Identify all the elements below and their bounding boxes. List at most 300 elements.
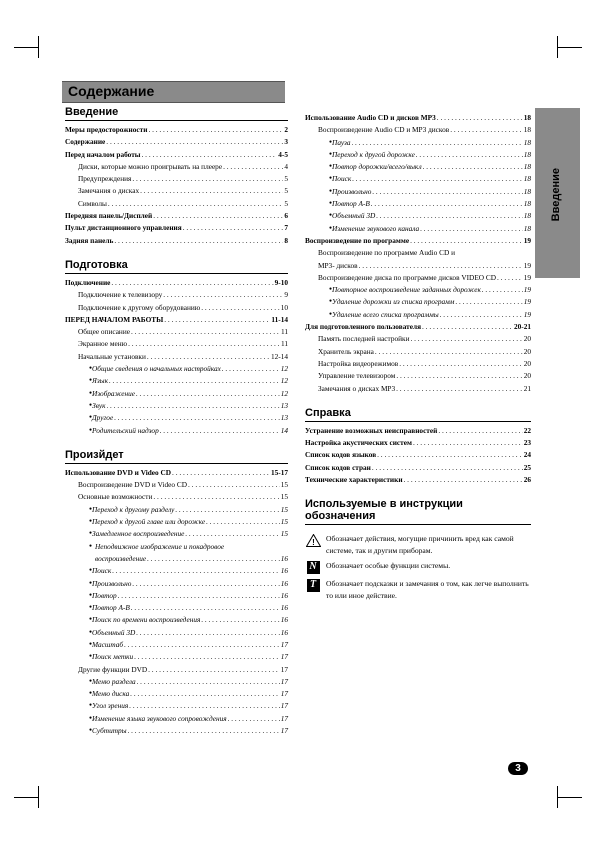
section-gap	[65, 247, 288, 259]
dot-leader	[185, 528, 279, 540]
toc-entry[interactable]	[65, 725, 288, 737]
bullet-icon: ●	[329, 151, 333, 157]
dot-leader	[482, 284, 523, 296]
toc-entry[interactable]	[65, 541, 288, 553]
toc-entry-page: 20	[523, 358, 531, 368]
toc-entry-title: Другие функции DVD	[78, 664, 148, 674]
bullet-icon: ●	[89, 427, 93, 433]
toc-entry-page: 13	[280, 400, 288, 410]
bullet-icon: ●	[89, 415, 93, 421]
toc-entry[interactable]	[65, 161, 288, 173]
dot-leader	[423, 161, 523, 173]
toc-entry-title: Подключение к другому оборудованию	[78, 302, 201, 312]
toc-entry-page: 16	[280, 578, 288, 588]
toc-entry[interactable]	[65, 614, 288, 626]
toc-entry-page: 13	[280, 413, 288, 423]
crop-mark	[558, 47, 582, 48]
bullet-icon: ●	[89, 568, 93, 574]
toc-entry[interactable]	[305, 161, 531, 173]
dot-leader	[222, 363, 280, 375]
dot-leader	[107, 400, 280, 412]
toc-entry[interactable]	[65, 149, 288, 161]
tip-t-icon: T	[307, 579, 320, 592]
dot-leader	[372, 186, 522, 198]
crop-mark	[14, 797, 38, 798]
toc-entry[interactable]	[65, 467, 288, 479]
dot-leader	[106, 136, 283, 148]
toc-entry[interactable]	[65, 565, 288, 577]
bullet-icon: ●	[329, 311, 333, 317]
dot-leader	[437, 112, 523, 124]
toc-entry[interactable]	[65, 173, 288, 185]
toc-entry-page: 10	[280, 302, 288, 312]
toc-entry-page: 15-17	[270, 467, 288, 477]
crop-mark	[38, 786, 39, 808]
toc-entry[interactable]	[65, 210, 288, 222]
dot-leader	[130, 688, 279, 700]
toc-entry-title: Масштаб	[92, 639, 124, 649]
toc-entry-page: 19	[523, 272, 531, 282]
dot-leader	[450, 124, 523, 136]
toc-entry-page: 14	[280, 425, 288, 435]
toc-section-heading: Введение	[65, 106, 288, 121]
toc-entry-title: Изображение	[92, 388, 136, 398]
toc-entry-page: 17	[280, 676, 288, 686]
toc-entry-title: воспроизведение	[95, 553, 147, 563]
dot-leader	[175, 504, 279, 516]
dot-leader	[131, 602, 280, 614]
dot-leader	[148, 664, 280, 676]
toc-entry-page: 15	[280, 517, 288, 527]
toc-entry-title: Удаление дорожки из списка программ	[332, 297, 455, 307]
toc-entry-page: 18	[523, 211, 531, 221]
toc-entry[interactable]	[65, 713, 288, 725]
toc-entry[interactable]	[65, 136, 288, 148]
dot-leader	[223, 161, 283, 173]
toc-entry-page: 26	[523, 475, 531, 485]
toc-entry-title: Повтор	[92, 590, 117, 600]
toc-entry-page: 16	[280, 627, 288, 637]
toc-section-heading: Подготовка	[65, 259, 288, 274]
dot-leader	[228, 713, 280, 725]
toc-entry-title: Экранное меню	[78, 339, 128, 349]
dot-leader	[416, 149, 523, 161]
toc-entry-page: 22	[523, 425, 531, 435]
dot-leader	[132, 578, 279, 590]
toc-entry-title: Хранитель экрана	[318, 346, 374, 356]
toc-entry-page: 15	[280, 529, 288, 539]
toc-entry[interactable]	[305, 112, 531, 124]
toc-entry-page: 16	[280, 553, 288, 563]
toc-entry[interactable]	[65, 375, 288, 387]
dot-leader	[114, 412, 280, 424]
toc-entry[interactable]	[305, 186, 531, 198]
toc-entry-title: Повторное воспроизведение заданных дорожек	[332, 285, 481, 295]
toc-entry[interactable]	[305, 321, 531, 333]
symbols-heading: Используемые в инструкции обозначения	[305, 498, 531, 525]
dot-leader	[172, 467, 270, 479]
dot-leader	[136, 388, 280, 400]
dot-leader	[140, 185, 283, 197]
toc-entry-page: 18	[523, 199, 531, 209]
toc-entry[interactable]	[305, 462, 531, 474]
dot-leader	[148, 124, 283, 136]
dot-leader	[111, 277, 273, 289]
symbols-legend	[305, 498, 531, 605]
bullet-icon: ●	[329, 299, 333, 305]
dot-leader	[137, 676, 280, 688]
toc-entry[interactable]	[305, 260, 531, 272]
dot-leader	[124, 639, 280, 651]
toc-entry[interactable]	[305, 383, 531, 395]
toc-entry-title: Удаление всего списка программы	[332, 309, 439, 319]
dot-leader	[109, 375, 280, 387]
toc-entry[interactable]	[65, 590, 288, 602]
toc-entry-page: 18	[523, 125, 531, 135]
svg-text:!: !	[311, 537, 315, 547]
toc-entry[interactable]	[65, 326, 288, 338]
toc-entry[interactable]	[65, 553, 288, 565]
bullet-icon: ●	[89, 543, 93, 549]
bullet-icon: ●	[89, 715, 93, 721]
dot-leader	[399, 358, 522, 370]
toc-entry-title: Замечания о дисках MP3	[318, 383, 396, 393]
toc-entry[interactable]	[65, 185, 288, 197]
toc-entry[interactable]	[65, 400, 288, 412]
toc-entry[interactable]	[65, 627, 288, 639]
toc-left-column	[65, 106, 288, 737]
bullet-icon: ●	[329, 176, 333, 182]
toc-entry-page: 12	[280, 376, 288, 386]
toc-entry-title: Предупреждения	[78, 174, 132, 184]
dot-leader	[371, 198, 523, 210]
page-title-bar	[62, 81, 285, 103]
toc-section-heading: Справка	[305, 407, 531, 422]
bullet-icon: ●	[89, 378, 93, 384]
dot-leader	[129, 700, 279, 712]
toc-entry[interactable]	[305, 235, 531, 247]
toc-entry-title: Перед началом работы	[65, 149, 141, 159]
crop-mark	[558, 797, 582, 798]
bullet-icon: ●	[89, 506, 93, 512]
toc-entry-title: Воспроизведение DVD и Video CD	[78, 480, 188, 490]
toc-entry[interactable]	[305, 346, 531, 358]
toc-entry-title: Субтитры	[92, 726, 127, 736]
bullet-icon: ●	[89, 531, 93, 537]
toc-entry[interactable]	[65, 479, 288, 491]
toc-entry[interactable]	[305, 449, 531, 461]
toc-entry-title: Поиск	[332, 174, 352, 184]
toc-entry-title: Использование Audio CD и дисков MP3	[305, 113, 436, 122]
toc-entry-title: Неподвижное изображение и покадровое	[95, 541, 225, 551]
toc-entry[interactable]	[65, 314, 288, 326]
bullet-icon: ●	[89, 519, 93, 525]
dot-leader	[163, 289, 283, 301]
toc-entry-title: Повтор A-B	[92, 603, 130, 613]
toc-entry[interactable]	[65, 222, 288, 234]
toc-entry-title: Подключение к телевизору	[78, 290, 163, 300]
toc-entry[interactable]	[305, 358, 531, 370]
bullet-icon: ●	[89, 592, 93, 598]
toc-entry[interactable]	[305, 247, 531, 259]
toc-entry-title: ПЕРЕД НАЧАЛОМ РАБОТЫ	[65, 314, 164, 324]
toc-entry-title: Повтор дорожки/всего/выкл	[332, 162, 422, 172]
dot-leader	[410, 235, 523, 247]
note-feature	[305, 560, 531, 574]
toc-entry-title: MP3- дисков	[318, 260, 358, 270]
dot-leader	[376, 210, 522, 222]
toc-entry-page: 24	[523, 450, 531, 460]
toc-entry-page: 11-14	[271, 314, 288, 324]
note-feature-text: Обозначает особые функции системы.	[326, 561, 451, 570]
toc-section-heading: Произйдет	[65, 449, 288, 464]
dot-leader	[160, 425, 280, 437]
dot-leader	[183, 222, 284, 234]
toc-entry[interactable]	[305, 437, 531, 449]
toc-entry[interactable]	[305, 198, 531, 210]
toc-entry-title: Основные возможности	[78, 492, 153, 502]
bullet-icon: ●	[329, 287, 333, 293]
bullet-icon: ●	[329, 225, 333, 231]
dot-leader	[201, 614, 279, 626]
toc-entry-page: 12	[280, 364, 288, 374]
toc-entry[interactable]	[65, 124, 288, 136]
bullet-icon: ●	[89, 728, 93, 734]
toc-entry-page: 19	[523, 285, 531, 295]
toc-entry-page: 8	[284, 235, 288, 245]
bullet-icon: ●	[89, 629, 93, 635]
toc-entry[interactable]	[305, 137, 531, 149]
toc-entry[interactable]	[65, 363, 288, 375]
toc-entry-title: Память последней настройки	[318, 334, 410, 344]
toc-entry-page: 17	[280, 726, 288, 736]
toc-entry-title: Воспроизведение по программе	[305, 235, 410, 245]
dot-leader	[396, 370, 522, 382]
bullet-icon: ●	[89, 605, 93, 611]
dot-leader	[440, 309, 523, 321]
toc-entry[interactable]	[65, 504, 288, 516]
dot-leader	[188, 479, 280, 491]
toc-entry-page: 9	[284, 290, 288, 300]
toc-entry[interactable]	[65, 516, 288, 528]
toc-entry[interactable]	[65, 491, 288, 503]
toc-entry-title: Поиск по времени воспроизведения	[92, 615, 201, 625]
toc-entry[interactable]	[65, 388, 288, 400]
toc-entry-page: 19	[523, 297, 531, 307]
toc-entry-page: 6	[284, 211, 288, 221]
toc-entry[interactable]	[65, 688, 288, 700]
toc-entry-page: 25	[523, 462, 531, 472]
toc-entry-page: 17	[280, 664, 288, 674]
toc-entry[interactable]	[65, 235, 288, 247]
dot-leader	[112, 565, 279, 577]
dot-leader	[114, 235, 283, 247]
toc-entry-title: Поиск	[92, 566, 112, 576]
toc-entry-title: Воспроизведение диска по программе дисков VIDEO CD	[318, 272, 497, 282]
toc-entry-page: 19	[523, 260, 531, 270]
toc-entry[interactable]	[65, 602, 288, 614]
toc-entry[interactable]	[65, 198, 288, 210]
dot-leader	[410, 333, 522, 345]
toc-entry[interactable]	[65, 700, 288, 712]
toc-entry-page: 16	[280, 615, 288, 625]
toc-entry-page: 18	[523, 113, 531, 122]
toc-entry-page: 15	[280, 504, 288, 514]
toc-entry[interactable]	[65, 338, 288, 350]
toc-entry[interactable]	[65, 412, 288, 424]
toc-entry[interactable]	[305, 173, 531, 185]
note-warning	[305, 533, 531, 556]
toc-entry-page: 20	[523, 334, 531, 344]
toc-entry[interactable]	[305, 272, 531, 284]
dot-leader	[164, 314, 270, 326]
toc-entry-title: Переход к другому разделу	[92, 504, 175, 514]
toc-entry-page: 15	[280, 480, 288, 490]
toc-entry-title: Звук	[92, 400, 106, 410]
bullet-icon: ●	[89, 703, 93, 709]
toc-entry-title: Меню диска	[92, 689, 130, 699]
toc-entry-page: 18	[523, 149, 531, 159]
toc-entry-title: Содержание	[65, 137, 106, 147]
page-title: Содержание	[68, 83, 155, 99]
dot-leader	[108, 198, 283, 210]
toc-entry-page: 4	[284, 161, 288, 171]
dot-leader	[147, 553, 280, 565]
toc-entry-title: Пульт дистанционного управления	[65, 223, 182, 233]
toc-entry-page: 21	[523, 383, 531, 393]
toc-entry[interactable]	[65, 425, 288, 437]
toc-entry-title: Объемный 3D	[92, 627, 136, 637]
dot-leader	[455, 296, 522, 308]
dot-leader	[359, 260, 523, 272]
bullet-icon: ●	[89, 678, 93, 684]
side-tab-label: Введение	[550, 168, 562, 222]
bullet-icon: ●	[89, 366, 93, 372]
toc-entry[interactable]	[65, 651, 288, 663]
toc-entry[interactable]	[305, 210, 531, 222]
toc-entry[interactable]	[65, 578, 288, 590]
toc-entry-page: 18	[523, 137, 531, 147]
toc-entry[interactable]	[65, 639, 288, 651]
toc-entry[interactable]	[65, 528, 288, 540]
note-tip	[305, 578, 531, 601]
crop-mark	[14, 47, 38, 48]
bullet-icon: ●	[89, 402, 93, 408]
section-gap	[65, 437, 288, 449]
bullet-icon: ●	[89, 580, 93, 586]
toc-entry-page: 16	[280, 590, 288, 600]
toc-entry[interactable]	[305, 296, 531, 308]
toc-entry-page: 5	[284, 198, 288, 208]
toc-entry-title: Изменение звукового канала	[332, 223, 420, 233]
toc-entry[interactable]	[65, 289, 288, 301]
bullet-icon: ●	[329, 164, 333, 170]
toc-entry[interactable]	[305, 124, 531, 136]
toc-entry[interactable]	[305, 333, 531, 345]
toc-entry-title: Другое	[92, 413, 114, 423]
dot-leader	[134, 651, 279, 663]
toc-entry[interactable]	[305, 370, 531, 382]
toc-entry-page: 20	[523, 371, 531, 381]
toc-entry-title: Для подготовленного пользователя	[305, 322, 422, 332]
toc-entry-page: 5	[284, 174, 288, 184]
toc-entry-page: 15	[280, 492, 288, 502]
toc-entry-title: Замедленное воспроизведение	[92, 529, 185, 539]
bullet-icon: ●	[89, 654, 93, 660]
toc-entry[interactable]	[65, 664, 288, 676]
toc-entry[interactable]	[305, 309, 531, 321]
bullet-icon: ●	[329, 139, 333, 145]
toc-entry-page: 4-5	[278, 149, 288, 159]
toc-entry-page: 18	[523, 162, 531, 172]
bullet-icon: ●	[329, 201, 333, 207]
toc-entry-page: 17	[280, 652, 288, 662]
dot-leader	[375, 346, 523, 358]
bullet-icon: ●	[89, 390, 93, 396]
toc-entry[interactable]	[305, 474, 531, 486]
toc-entry-page: 19	[523, 235, 531, 245]
dot-leader	[396, 383, 523, 395]
toc-entry-title: Воспроизведение Audio CD и MP3 дисков	[318, 125, 450, 135]
toc-entry[interactable]	[305, 284, 531, 296]
toc-entry-title: Пауза	[332, 137, 351, 147]
toc-entry-title: Переход к другой дорожке	[332, 149, 415, 159]
toc-entry-title: Диски, которые можно проигрывать на плеере	[78, 161, 223, 171]
crop-mark	[38, 36, 39, 58]
toc-entry[interactable]	[65, 277, 288, 289]
dot-leader	[352, 173, 522, 185]
toc-entry-title: Родительский надзор	[92, 425, 159, 435]
toc-entry-title: Общие сведения о начальных настройках	[92, 364, 221, 374]
toc-entry-page: 11	[280, 327, 288, 337]
dot-leader	[136, 627, 279, 639]
toc-entry-page: 2	[284, 125, 288, 134]
bullet-icon: ●	[89, 691, 93, 697]
dot-leader	[142, 149, 278, 161]
toc-entry[interactable]	[305, 223, 531, 235]
toc-entry-title: Устранение возможных неисправностей	[305, 425, 438, 435]
dot-leader	[206, 516, 280, 528]
page-number: 3	[508, 762, 528, 775]
section-gap	[305, 395, 531, 407]
toc-entry-title: Общее описание	[78, 327, 130, 337]
toc-entry-page: 5	[284, 186, 288, 196]
toc-entry[interactable]	[305, 425, 531, 437]
toc-entry-title: Меры предосторожности	[65, 125, 148, 134]
warning-triangle-icon	[305, 533, 321, 547]
dot-leader	[372, 462, 523, 474]
toc-entry-page: 18	[523, 223, 531, 233]
toc-entry[interactable]	[305, 149, 531, 161]
toc-entry[interactable]	[65, 676, 288, 688]
dot-leader	[420, 223, 523, 235]
toc-entry-title: Символы	[78, 198, 107, 208]
toc-entry-title: Использование DVD и Video CD	[65, 467, 172, 477]
toc-entry-title: Список кодов языков	[305, 450, 377, 460]
toc-entry-title: Передняя панель/Дисплей	[65, 211, 153, 221]
toc-entry[interactable]	[65, 302, 288, 314]
dot-leader	[422, 321, 513, 333]
toc-entry-page: 9-10	[274, 277, 288, 287]
toc-entry-page: 23	[523, 438, 531, 448]
toc-entry-title: Объемный 3D	[332, 211, 376, 221]
toc-entry-title: Поиск метки	[92, 652, 134, 662]
toc-entry-title: Изменение языка звукового сопровождения	[92, 713, 227, 723]
toc-entry[interactable]	[65, 351, 288, 363]
toc-entry-page: 12	[280, 388, 288, 398]
dot-leader	[128, 725, 280, 737]
bullet-icon: ●	[329, 213, 333, 219]
